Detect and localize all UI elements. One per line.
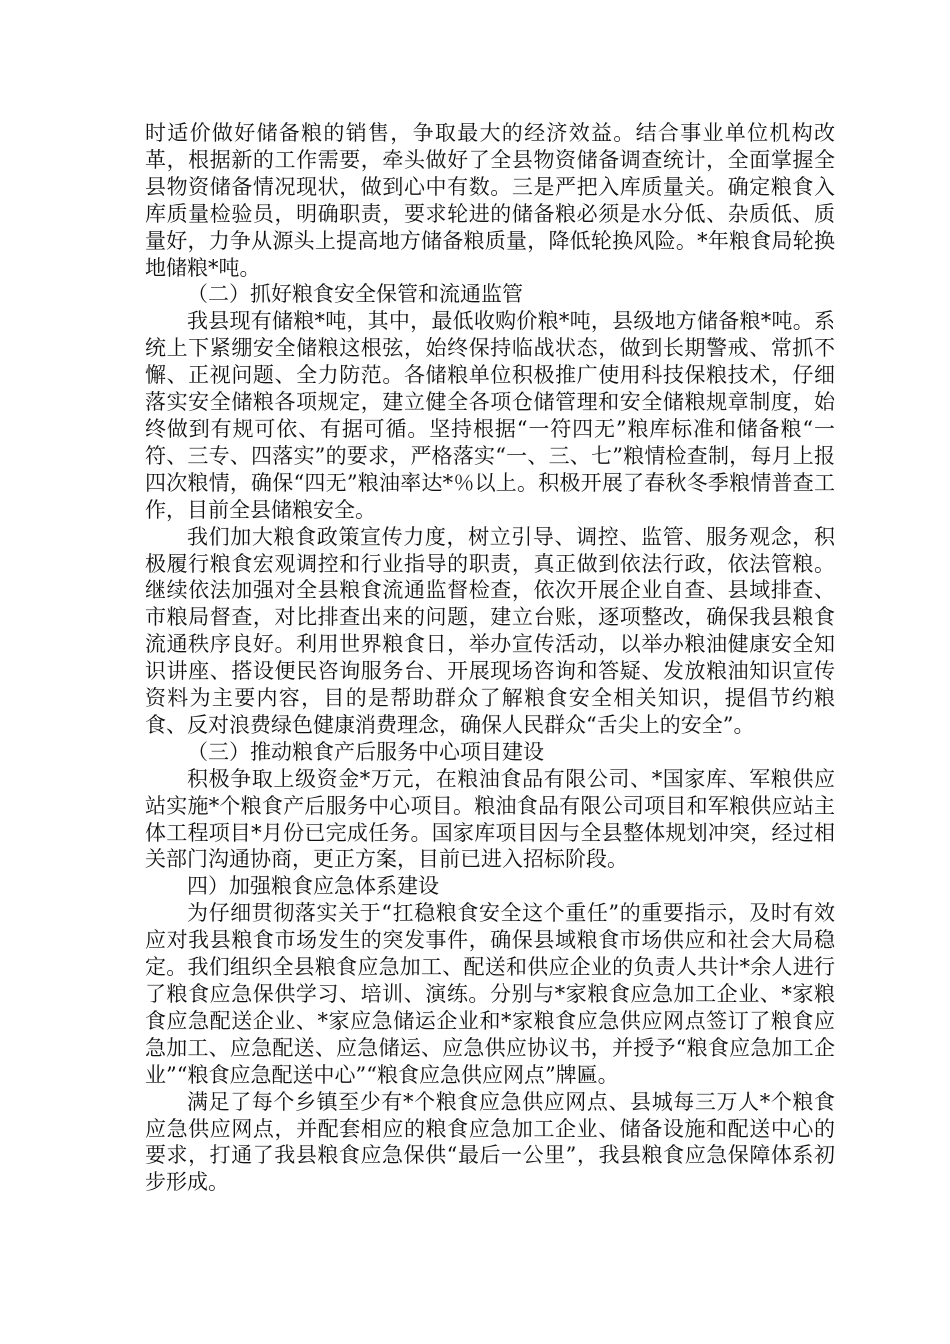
paragraph-reserve-grain-sales: 时适价做好储备粮的销售，争取最大的经济效益。结合事业单位机构改革，根据新的工作需要，牵头做好了全县物资储备调查统计，全面掌握全县物资储备情况现状，做到心中有数。三是严把入库质量关。确定粮食入库质量检验员，明确职责，要求轮进的储备粮必须是水分低、杂质低、质量好，力争从源头上提高地方储备粮质量，降低轮换风险。*年粮食局轮换地储粮*吨。: [145, 121, 835, 280]
paragraph-emergency-network: 满足了每个乡镇至少有*个粮食应急供应网点、县城每三万人*个粮食应急供应网点，并配套相应的粮食应急加工企业、储备设施和配送中心的要求，打通了我县粮食应急保供“最后一公里”，我县粮食应急保障体系初步形成。: [145, 1089, 835, 1195]
paragraph-emergency-training: 为仔细贯彻落实关于“扛稳粮食安全这个重任”的重要指示，及时有效应对我县粮食市场发生的突发事件，确保县域粮食市场供应和社会大局稳定。我们组织全县粮食应急加工、配送和供应企业的负责人共计*余人进行了粮食应急保供学习、培训、演练。分别与*家粮食应急加工企业、*家粮食应急配送企业、*家应急储运企业和*家粮食应急供应网点签订了粮食应急加工、应急配送、应急储运、应急供应协议书，并授予“粮食应急加工企业”“粮食应急配送中心”“粮食应急供应网点”牌匾。: [145, 901, 835, 1087]
heading-grain-safety-storage: （二）抓好粮食安全保管和流通监管: [187, 282, 523, 307]
heading-emergency-system: 四）加强粮食应急体系建设: [187, 874, 439, 899]
paragraph-grain-storage-status: 我县现有储粮*吨，其中，最低收购价粮*吨，县级地方储备粮*吨。系统上下紧绷安全储粮这根弦，始终保持临战状态，做到长期警戒、常抓不懈、正视问题、全力防范。各储粮单位积极推广使用科技保粮技术，仔细落实安全储粮各项规定，建立健全各项仓储管理和安全储粮规章制度，始终做到有规可依、有据可循。坚持根据“一符四无”粮库标准和储备粮“一符、三专、四落实”的要求，严格落实“一、三、七”粮情检查制，每月上报四次粮情，确保“四无”粮油率达*％以上。积极开展了春秋冬季粮情普查工作，目前全县储粮安全。: [145, 309, 835, 522]
heading-post-harvest-service: （三）推动粮食产后服务中心项目建设: [187, 739, 544, 764]
document-page: [145, 120, 835, 1196]
paragraph-post-harvest-projects: 积极争取上级资金*万元，在粮油食品有限公司、*国家库、军粮供应站实施*个粮食产后服务中心项目。粮油食品有限公司项目和军粮供应站主体工程项目*月份已完成任务。国家库项目因与全县整体规划冲突，经过相关部门沟通协商，更正方案，目前已进入招标阶段。: [145, 766, 835, 872]
paragraph-policy-publicity: 我们加大粮食政策宣传力度，树立引导、调控、监管、服务观念，积极履行粮食宏观调控和行业指导的职责，真正做到依法行政，依法管粮。继续依法加强对全县粮食流通监督检查，依次开展企业自查、县域排查、市粮局督查，对比排查出来的问题，建立台账，逐项整改，确保我县粮食流通秩序良好。利用世界粮食日，举办宣传活动，以举办粮油健康安全知识讲座、搭设便民咨询服务台、开展现场咨询和答疑、发放粮油知识宣传资料为主要内容，目的是帮助群众了解粮食安全相关知识，提倡节约粮食、反对浪费绿色健康消费理念，确保人民群众“舌尖上的安全”。: [145, 524, 835, 737]
